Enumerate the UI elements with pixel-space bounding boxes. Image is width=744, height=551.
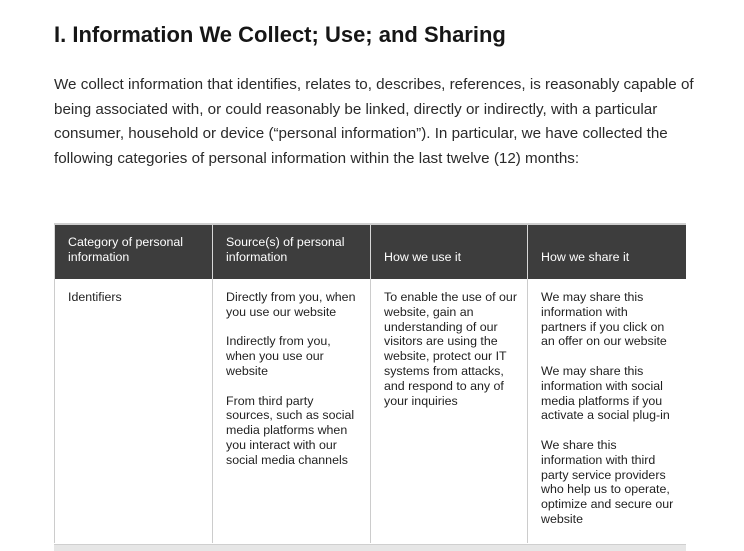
cell-sources <box>213 279 371 543</box>
table-header-row <box>55 225 687 279</box>
cell-text-line: Identifiers <box>68 290 122 304</box>
cell-paragraph <box>541 364 678 423</box>
cell-text-line: partners if you click on <box>541 319 665 334</box>
cell-use <box>371 279 528 543</box>
intro-line: following categories of personal information within the last twelve (12) months: <box>54 149 580 167</box>
cell-text-line: and respond to any of <box>384 378 504 393</box>
table-row-divider <box>54 544 686 551</box>
cell-text-line: website <box>541 511 584 526</box>
cell-text-line: when you use our <box>226 349 324 364</box>
header-label-line: How we use it <box>384 250 462 264</box>
cell-paragraph <box>226 290 362 320</box>
cell-paragraph <box>541 438 678 527</box>
header-label-line: Source(s) of personal <box>226 235 345 249</box>
cell-paragraph <box>68 290 204 305</box>
cell-text-line: you use our website <box>226 304 337 319</box>
cell-text-line: systems from attacks, <box>384 363 504 378</box>
cell-category <box>55 279 213 543</box>
cell-text-line: visitors are using the <box>384 334 498 349</box>
table-row <box>55 279 687 543</box>
cell-text-line: Directly from you, when <box>226 290 356 304</box>
cell-text-line: who help us to operate, <box>541 482 670 497</box>
cell-text-line: information with third <box>541 452 656 467</box>
cell-share <box>528 279 687 543</box>
intro-line: We collect information that identifies, relates to, describes, references, is reasonably capable of <box>54 76 694 93</box>
cell-text-line: optimize and secure our <box>541 497 674 512</box>
cell-text-line: sources, such as social <box>226 408 355 423</box>
header-use <box>371 225 528 279</box>
cell-text-line: party service providers <box>541 467 666 482</box>
section-title: I. Information We Collect; Use; and Sharing <box>54 22 506 47</box>
cell-text-line: your inquiries <box>384 393 458 408</box>
intro-line: consumer, household or device (“personal information”). In particular, we have collected the <box>54 125 668 142</box>
intro-line: being associated with, or could reasonably be linked, directly or indirectly, with a particular <box>54 100 658 118</box>
cell-text-line: understanding of our <box>384 319 498 334</box>
cell-paragraph <box>541 290 678 349</box>
cell-text-line: social media channels <box>226 452 348 467</box>
cell-text-line: you interact with our <box>226 437 337 452</box>
header-label-line: How we share it <box>541 250 630 264</box>
cell-text-line: We may share this <box>541 363 644 378</box>
cell-text-line: website, gain an <box>384 304 474 319</box>
cell-text-line: From third party <box>226 393 314 408</box>
header-label-line: Category of personal <box>68 235 184 249</box>
header-share <box>528 225 687 279</box>
cell-text-line: We share this <box>541 437 617 452</box>
cell-paragraph <box>384 290 519 408</box>
cell-text-line: an offer on our website <box>541 334 667 349</box>
cell-paragraph <box>226 334 362 378</box>
personal-information-table <box>54 223 686 551</box>
cell-text-line: To enable the use of our <box>384 290 517 304</box>
header-category <box>55 225 213 279</box>
header-label-line: information <box>226 250 288 264</box>
cell-text-line: website <box>226 363 269 378</box>
header-label-line: information <box>68 250 130 264</box>
header-sources <box>213 225 371 279</box>
cell-text-line: media platforms when <box>226 423 348 438</box>
cell-paragraph <box>226 394 362 468</box>
cell-text-line: activate a social plug-in <box>541 408 670 423</box>
cell-text-line: Indirectly from you, <box>226 334 331 349</box>
cell-text-line: information with social <box>541 378 663 393</box>
cell-text-line: We may share this <box>541 290 644 304</box>
cell-text-line: information with <box>541 304 628 319</box>
cell-text-line: website, protect our IT <box>384 349 507 364</box>
intro-paragraph <box>54 73 694 171</box>
cell-text-line: media platforms if you <box>541 393 663 408</box>
